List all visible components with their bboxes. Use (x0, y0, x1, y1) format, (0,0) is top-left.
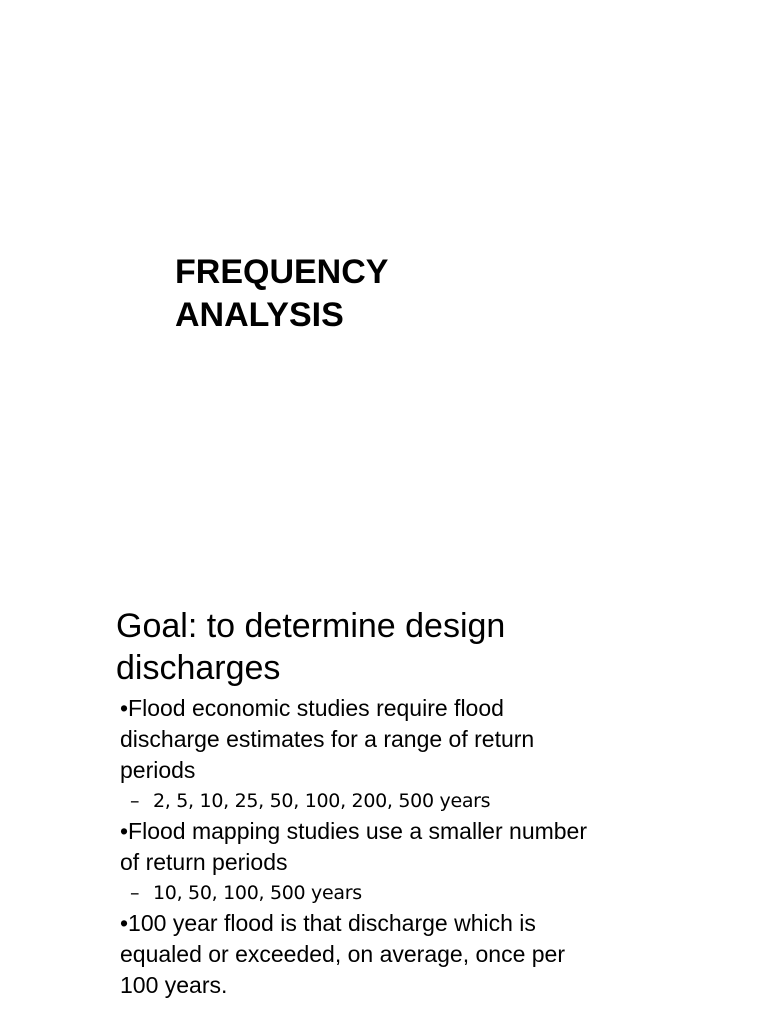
bullet-100-year-flood (120, 908, 660, 1001)
bullet-mapping-studies (120, 816, 660, 878)
sub-bullet-return-periods (120, 786, 660, 816)
dash-marker: – (130, 790, 140, 812)
sub-bullet-text: 2, 5, 10, 25, 50, 100, 200, 500 years (153, 790, 491, 812)
sub-bullet-text: 10, 50, 100, 500 years (153, 882, 362, 904)
slide-title (175, 251, 575, 337)
bullet-line: periods (120, 757, 196, 783)
bullet-line: equaled or exceeded, on average, once per (120, 941, 565, 967)
sub-bullet-mapping-periods (120, 878, 660, 908)
bullet-line: 100 years. (120, 972, 228, 998)
section-heading-line-1: Goal: to determine design (116, 607, 506, 645)
dash-marker: – (130, 882, 140, 904)
bullet-line: of return periods (120, 849, 288, 875)
section-heading (116, 605, 676, 689)
bullet-line: •100 year flood is that discharge which is (120, 910, 536, 936)
title-line-1: FREQUENCY (175, 253, 389, 291)
bullet-list (120, 693, 660, 1001)
bullet-economic-studies (120, 693, 660, 786)
bullet-line: •Flood mapping studies use a smaller number (120, 818, 588, 844)
section-heading-line-2: discharges (116, 649, 281, 687)
bullet-line: discharge estimates for a range of return (120, 726, 535, 752)
title-line-2: ANALYSIS (175, 296, 344, 334)
bullet-line: •Flood economic studies require flood (120, 695, 504, 721)
